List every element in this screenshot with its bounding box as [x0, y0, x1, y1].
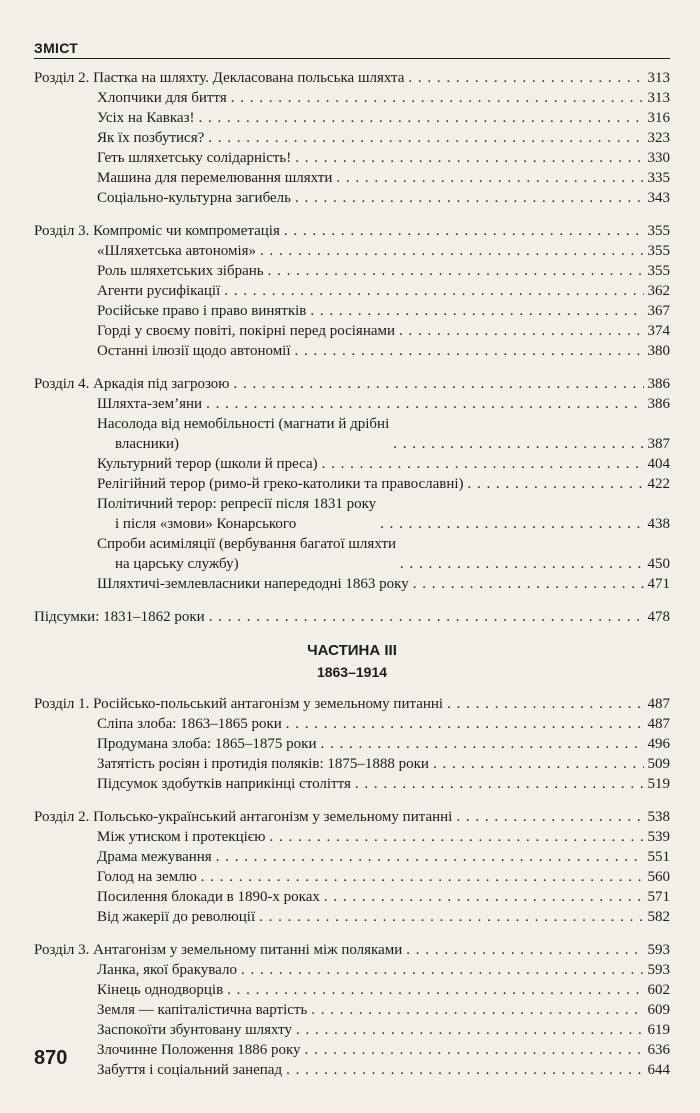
toc-entry-text: Роль шляхетських зібрань: [97, 263, 264, 279]
toc-subentry-title: [97, 847, 212, 867]
toc-subentry: [34, 321, 670, 341]
toc-entry-text: Соціально-культурна загибель: [97, 190, 291, 206]
toc-subentry: [34, 1040, 670, 1060]
toc-entry-text: Підсумок здобутків наприкінці століття: [97, 776, 351, 792]
toc-subentry-title: [97, 867, 197, 887]
toc-page-number: 355: [647, 243, 670, 259]
toc-entry-text: Розділ 3. Компроміс чи компрометація: [34, 223, 280, 239]
dot-leader: [447, 694, 643, 714]
toc-entry-continuation: і після «змови» Конарського: [115, 516, 297, 532]
toc-chapter-title: [34, 374, 230, 394]
toc-page-number: 609: [647, 1002, 670, 1018]
toc-page-number: 571: [647, 889, 670, 905]
part-years: 1863–1914: [316, 664, 388, 680]
toc-page-number: 539: [647, 829, 670, 845]
toc-entry-text: Релігійний терор (римо-й греко-католики та православні): [97, 476, 464, 492]
toc-entry-text: Російське право і право винятків: [97, 303, 307, 319]
dot-leader: [231, 88, 644, 108]
dot-leader: [286, 1060, 643, 1080]
dot-leader: [260, 241, 643, 261]
toc-subentry: [34, 734, 670, 754]
toc-subentry-title: [97, 454, 318, 474]
toc-subentry-title: [97, 907, 255, 927]
dot-leader: [224, 281, 643, 301]
toc-subentry: [34, 494, 670, 534]
toc-entry-text: Кінець однодворців: [97, 982, 224, 998]
toc-entry-text: Розділ 2. Польсько-український антагонізм у земельному питанні: [34, 809, 453, 825]
toc-subentry: [34, 341, 670, 361]
dot-leader: [268, 261, 644, 281]
toc-section: [34, 807, 670, 927]
toc-subentry: [34, 128, 670, 148]
dot-leader: [468, 474, 644, 494]
dot-leader: [399, 321, 643, 341]
dot-leader: [355, 774, 644, 794]
toc-subentry-title: [97, 980, 223, 1000]
toc-entry-text: Драма межування: [97, 849, 212, 865]
toc-entry-text: Ланка, якої бракувало: [97, 962, 237, 978]
toc-page-number: 343: [647, 190, 670, 206]
toc-entry-text: Машина для перемелювання шляхти: [97, 170, 333, 186]
toc-subentry: [34, 714, 670, 734]
toc-page-number: 422: [647, 476, 670, 492]
dot-leader: [296, 1020, 644, 1040]
toc-page-number: 636: [647, 1042, 670, 1058]
toc-page-number: 355: [647, 263, 670, 279]
toc-subentry-title: [97, 414, 389, 454]
toc-page-number: 374: [647, 323, 670, 339]
toc-entry-text: Шляхта-зем’яни: [97, 396, 203, 412]
dot-leader: [209, 607, 644, 627]
toc-entry-text: Сліпа злоба: 1863–1865 роки: [97, 716, 282, 732]
toc-entry-text: Шляхтичі-землевласники напередодні 1863 року: [97, 576, 409, 592]
toc-subentry-title: [97, 341, 291, 361]
dot-leader: [408, 68, 643, 88]
toc-subentry-title: [97, 1020, 292, 1040]
toc-chapter-title: [34, 807, 452, 827]
toc-page-number: 404: [647, 456, 670, 472]
part-heading: [34, 640, 670, 682]
toc-page-number: 593: [647, 942, 670, 958]
toc-entry-text: Розділ 3. Антагонізм у земельному питанні між поляками: [34, 942, 403, 958]
toc-entry-text: Посилення блокади в 1890-х роках: [97, 889, 320, 905]
dot-leader: [227, 980, 643, 1000]
dot-leader: [400, 554, 643, 574]
toc-page-number: 335: [647, 170, 670, 186]
toc-chapter-title: [34, 607, 205, 627]
toc-page-number: 380: [647, 343, 670, 359]
toc-subentry: [34, 88, 670, 108]
dot-leader: [234, 374, 644, 394]
toc-subentry: [34, 394, 670, 414]
toc-page-number: 496: [647, 736, 670, 752]
dot-leader: [433, 754, 644, 774]
toc-chapter-title: [34, 940, 402, 960]
toc-page-number: 509: [647, 756, 670, 772]
toc-subentry: [34, 827, 670, 847]
toc-subentry: [34, 414, 670, 454]
running-header-title: ЗМІСТ: [34, 40, 79, 56]
toc-chapter-entry: [34, 694, 670, 714]
dot-leader: [206, 394, 643, 414]
toc-page-number: 582: [647, 909, 670, 925]
toc-chapter-title: [34, 694, 443, 714]
toc-subentry: [34, 168, 670, 188]
toc-subentry-title: [97, 281, 220, 301]
toc-entry-text: Злочинне Положення 1886 року: [97, 1042, 301, 1058]
toc-subentry-title: [97, 887, 320, 907]
toc-section: [34, 694, 670, 794]
toc-chapter-entry: [34, 374, 670, 394]
toc-page-number: 330: [647, 150, 670, 166]
toc-subentry-title: [97, 754, 429, 774]
toc-chapter-entry: [34, 68, 670, 88]
toc-page-number: 560: [647, 869, 670, 885]
toc-page-number: 593: [647, 962, 670, 978]
toc-entry-continuation: власники): [115, 436, 180, 452]
toc-page-number: 487: [647, 716, 670, 732]
toc-subentry-title: [97, 494, 376, 534]
dot-leader: [284, 221, 644, 241]
toc-entry-text: Від жакерії до революції: [97, 909, 256, 925]
toc-subentry: [34, 534, 670, 574]
toc-entry-text: Хлопчики для биття: [97, 90, 227, 106]
dot-leader: [295, 188, 644, 208]
toc-subentry: [34, 281, 670, 301]
toc-subentry-title: [97, 734, 317, 754]
toc-subentry-title: [97, 128, 204, 148]
toc-entry-text: Насолода від немобільності (магнати й дрібні: [97, 416, 390, 432]
toc-entry-text: Між утиском і протекцією: [97, 829, 266, 845]
toc-section: [34, 68, 670, 208]
toc-subentry: [34, 847, 670, 867]
toc-subentry-title: [97, 534, 396, 574]
toc-page-number: 386: [647, 376, 670, 392]
toc-subentry-title: [97, 960, 237, 980]
dot-leader: [259, 907, 643, 927]
toc-subentry: [34, 454, 670, 474]
dot-leader: [305, 1040, 644, 1060]
toc-entry-text: Розділ 2. Пастка на шляхту. Декласована польська шляхта: [34, 70, 405, 86]
toc-section: [34, 940, 670, 1080]
toc-entry-text: Забуття і соціальний занепад: [97, 1062, 283, 1078]
toc-page-number: 387: [647, 436, 670, 452]
toc-subentry: [34, 980, 670, 1000]
dot-leader: [393, 434, 643, 454]
toc-subentry: [34, 574, 670, 594]
toc-section: [34, 607, 670, 627]
toc-section: [34, 374, 670, 594]
toc-entry-text: Як їх позбутися?: [97, 130, 205, 146]
dot-leader: [380, 514, 643, 534]
toc-group-part-2-continued: [34, 68, 670, 627]
dot-leader: [322, 454, 644, 474]
toc-subentry: [34, 241, 670, 261]
toc-subentry: [34, 887, 670, 907]
toc-subentry: [34, 960, 670, 980]
dot-leader: [286, 714, 644, 734]
dot-leader: [295, 148, 643, 168]
dot-leader: [269, 827, 643, 847]
toc-chapter-entry: [34, 607, 670, 627]
toc-subentry-title: [97, 574, 409, 594]
toc-subentry-title: [97, 321, 395, 341]
toc-subentry-title: [97, 394, 202, 414]
toc-entry-text: Заспокоїти збунтовану шляхту: [97, 1022, 292, 1038]
toc-entry-text: Спроби асиміляції (вербування багатої шляхти: [97, 536, 397, 552]
toc-subentry-title: [97, 1040, 301, 1060]
dot-leader: [295, 341, 644, 361]
toc-entry-continuation: на царську службу): [115, 556, 239, 572]
dot-leader: [324, 887, 644, 907]
dot-leader: [456, 807, 643, 827]
dot-leader: [336, 168, 643, 188]
toc-subentry: [34, 261, 670, 281]
toc-subentry: [34, 867, 670, 887]
toc-chapter-entry: [34, 221, 670, 241]
toc-subentry-title: [97, 474, 464, 494]
toc-section: [34, 221, 670, 361]
toc-page-number: 323: [647, 130, 670, 146]
toc-subentry: [34, 108, 670, 128]
toc-page-number: 551: [647, 849, 670, 865]
toc-page-number: 619: [647, 1022, 670, 1038]
toc-page-number: 478: [647, 609, 670, 625]
toc-entry-text: Останні ілюзії щодо автономії: [97, 343, 291, 359]
toc-page-number: 538: [647, 809, 670, 825]
toc-subentry-title: [97, 261, 264, 281]
toc-entry-text: Усіх на Кавказ!: [97, 110, 195, 126]
toc-subentry-title: [97, 827, 265, 847]
toc-entry-text: Агенти русифікації: [97, 283, 221, 299]
toc-subentry-title: [97, 301, 306, 321]
toc-page-number: 316: [647, 110, 670, 126]
toc-subentry-title: [97, 774, 351, 794]
toc-chapter-entry: [34, 807, 670, 827]
toc-entry-text: Земля — капіталістична вартість: [97, 1002, 308, 1018]
toc-chapter-entry: [34, 940, 670, 960]
dot-leader: [208, 128, 643, 148]
dot-leader: [413, 574, 644, 594]
toc-entry-text: Розділ 4. Аркадія під загрозою: [34, 376, 230, 392]
toc-page-number: 644: [647, 1062, 670, 1078]
toc-page-number: 313: [647, 70, 670, 86]
toc-subentry-title: [97, 241, 256, 261]
toc-subentry: [34, 188, 670, 208]
toc-page-number: 471: [647, 576, 670, 592]
toc-entry-text: Горді у своєму повіті, покірні перед росіянами: [97, 323, 396, 339]
toc-entry-text: Розділ 1. Російсько-польський антагонізм у земельному питанні: [34, 696, 444, 712]
toc-page-number: 313: [647, 90, 670, 106]
table-of-contents: [34, 68, 670, 1093]
dot-leader: [310, 301, 643, 321]
toc-page-number: 487: [647, 696, 670, 712]
toc-chapter-title: [34, 68, 404, 88]
toc-page-number: 362: [647, 283, 670, 299]
toc-subentry-title: [97, 148, 291, 168]
toc-subentry-title: [97, 1060, 282, 1080]
toc-entry-text: «Шляхетська автономія»: [97, 243, 257, 259]
dot-leader: [201, 867, 644, 887]
toc-subentry: [34, 301, 670, 321]
toc-subentry: [34, 1020, 670, 1040]
toc-entry-text: Продумана злоба: 1865–1875 роки: [97, 736, 317, 752]
toc-group-part-3: [34, 694, 670, 1080]
toc-entry-text: Геть шляхетську солідарність!: [97, 150, 292, 166]
toc-page-number: 519: [647, 776, 670, 792]
running-header: [34, 38, 670, 59]
toc-subentry-title: [97, 108, 195, 128]
toc-subentry: [34, 148, 670, 168]
toc-subentry-title: [97, 188, 291, 208]
toc-subentry: [34, 1060, 670, 1080]
toc-entry-text: Голод на землю: [97, 869, 197, 885]
toc-entry-text: Підсумки: 1831–1862 роки: [34, 609, 205, 625]
toc-page-number: 386: [647, 396, 670, 412]
dot-leader: [311, 1000, 643, 1020]
toc-page-number: 355: [647, 223, 670, 239]
dot-leader: [216, 847, 644, 867]
toc-subentry: [34, 907, 670, 927]
dot-leader: [321, 734, 644, 754]
toc-subentry-title: [97, 1000, 307, 1020]
toc-subentry-title: [97, 714, 282, 734]
toc-subentry: [34, 1000, 670, 1020]
toc-subentry-title: [97, 168, 332, 188]
dot-leader: [199, 108, 644, 128]
toc-subentry-title: [97, 88, 227, 108]
toc-page-number: 602: [647, 982, 670, 998]
part-title: ЧАСТИНА III: [307, 642, 397, 659]
toc-subentry: [34, 474, 670, 494]
toc-entry-text: Культурний терор (школи й преса): [97, 456, 318, 472]
toc-page-number: 438: [647, 516, 670, 532]
toc-page-number: 450: [647, 556, 670, 572]
toc-subentry: [34, 754, 670, 774]
toc-page-number: 367: [647, 303, 670, 319]
dot-leader: [406, 940, 643, 960]
dot-leader: [241, 960, 644, 980]
toc-entry-text: Затятість росіян і протидія поляків: 1875–1888 роки: [97, 756, 429, 772]
toc-subentry: [34, 774, 670, 794]
toc-entry-text: Політичний терор: репресії після 1831 року: [97, 496, 377, 512]
page-number: 870: [34, 1047, 68, 1069]
toc-chapter-title: [34, 221, 280, 241]
